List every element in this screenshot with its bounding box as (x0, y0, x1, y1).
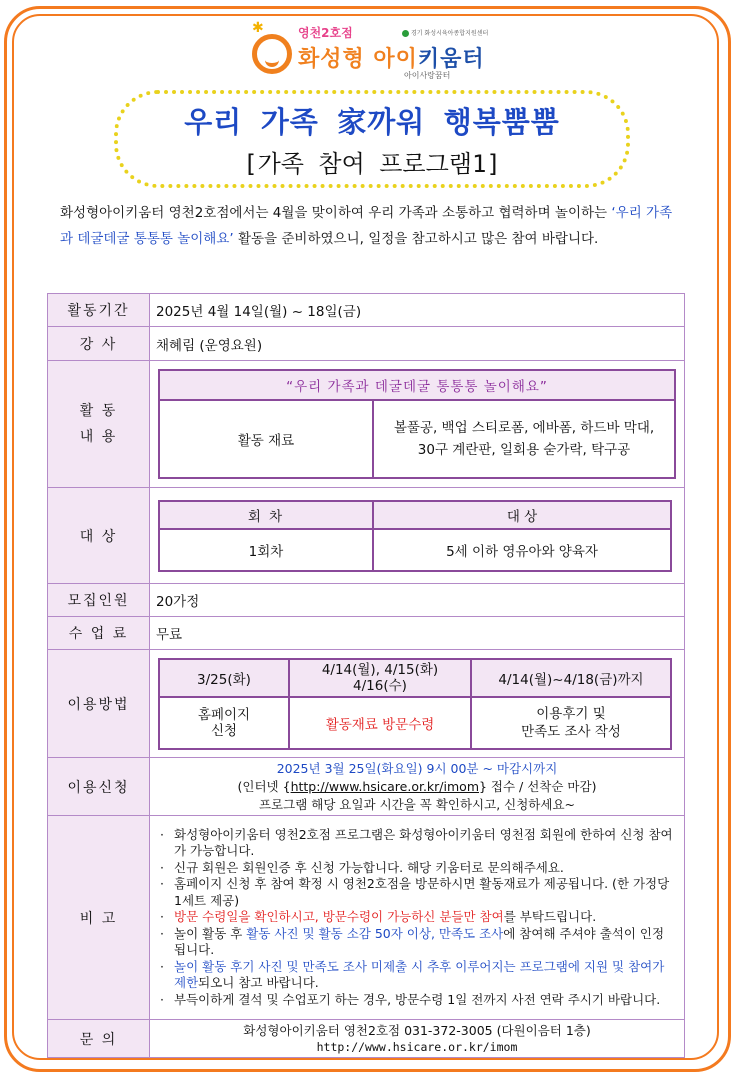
value-teacher: 채혜림 (운영요원) (150, 327, 685, 361)
sparkle-icon: ✱ (252, 20, 264, 36)
head-round: 회 차 (159, 501, 373, 529)
row-content (48, 361, 685, 488)
apply-period: 2025년 3월 25일(화요일) 9시 00분 ~ 마감시까지 (276, 760, 558, 776)
usage-head-1: 3/25(화) (159, 659, 289, 697)
usage-step-2: 활동재료 방문수령 (289, 697, 471, 749)
intro-paragraph: 화성형아이키움터 영천2호점에서는 4월을 맞이하여 우리 가족과 소통하고 협력하며 놀이하는 ‘우리 가족과 데굴데굴 통통통 놀이해요’ 활동을 준비하였으니, 일정을 참고하시고 많은 참여 바랍니다. (60, 205, 673, 247)
usage-subtable (158, 658, 672, 750)
program-title: “우리 가족과 데굴데굴 통통통 놀이해요” (159, 370, 675, 400)
row-teacher (48, 327, 685, 361)
row-capacity (48, 584, 685, 617)
label-contact: 문 의 (48, 1020, 150, 1058)
label-teacher: 강 사 (48, 327, 150, 361)
contact-url-link[interactable]: http://www.hsicare.or.kr/imom (316, 1039, 518, 1054)
label-capacity: 모집인원 (48, 584, 150, 617)
row-usage (48, 650, 685, 758)
page-title: 우리 가족 家까워 행복뿜뿜 (184, 105, 560, 139)
row-contact (48, 1020, 685, 1058)
apply-method: (인터넷 {http://www.hsicare.or.kr/imom} 접수 / 선착순 마감) (237, 778, 597, 794)
note-item: · 부득이하게 결석 및 수업포기 하는 경우, 방문수령 1일 전까지 사전 연락 주시기 바랍니다. (174, 992, 676, 1009)
apply-note: 프로그램 해당 요일과 시간을 꼭 확인하시고, 신청하세요~ (258, 796, 575, 812)
logo-branch: 영천2호점 (298, 26, 353, 40)
note-item: · 화성형아이키움터 영천2호점 프로그램은 화성형아이키움터 영천점 회원에 한하여 신청 참여가 가능합니다. (174, 827, 676, 860)
round-value: 1회차 (159, 529, 373, 571)
row-apply (48, 758, 685, 816)
usage-head-2: 4/14(월), 4/15(화) 4/16(수) (289, 659, 471, 697)
content-subtable (158, 369, 676, 479)
row-fee (48, 617, 685, 650)
center-icon (402, 30, 409, 37)
label-target: 대 상 (48, 488, 150, 584)
logo-sub: 아이사랑꿈터 (404, 71, 451, 80)
usage-head-3: 4/14(월)~4/18(금)까지 (471, 659, 671, 697)
label-usage: 이용방법 (48, 650, 150, 758)
contact-info: 화성형아이키움터 영천2호점 031-372-3005 (다원이음터 1층) (243, 1022, 591, 1038)
page-subtitle: [가족 참여 프로그램1] (243, 150, 501, 178)
note-item: · 방문 수령일을 확인하시고, 방문수령이 가능하신 분들만 참여를 부탁드립니다. (174, 909, 676, 926)
info-table (47, 293, 685, 1058)
notes-list (154, 827, 676, 1009)
smile-icon (252, 34, 292, 74)
logo-name: 화성형 아이키움터 (298, 47, 485, 72)
label-notes: 비 고 (48, 816, 150, 1020)
note-item: · 신규 회원은 회원인증 후 신청 가능합니다. 해당 키움터로 문의해주세요. (174, 860, 676, 877)
row-target (48, 488, 685, 584)
intro-highlight: ‘우리 가족과 데굴데굴 통통통 놀이해요’ (60, 205, 673, 247)
materials-label: 활동 재료 (159, 400, 373, 478)
label-content: 활 동 내 용 (48, 361, 150, 488)
title-box (114, 90, 630, 188)
target-value: 5세 이하 영유아와 양육자 (373, 529, 671, 571)
head-target: 대 상 (373, 501, 671, 529)
value-capacity: 20가정 (150, 584, 685, 617)
value-period: 2025년 4월 14일(월) ~ 18일(금) (150, 294, 685, 327)
center-label: 경기 화성시육아종합지원센터 (402, 28, 488, 37)
note-item: · 놀이 활동 후 활동 사진 및 활동 소감 50자 이상, 만족도 조사에 참여해 주셔야 출석이 인정됩니다. (174, 926, 676, 959)
logo (252, 20, 502, 80)
target-subtable (158, 500, 672, 572)
row-period (48, 294, 685, 327)
row-notes (48, 816, 685, 1020)
label-apply: 이용신청 (48, 758, 150, 816)
value-fee: 무료 (150, 617, 685, 650)
apply-url-link[interactable]: http://www.hsicare.or.kr/imom (290, 778, 479, 794)
materials-list: 볼풀공, 백업 스티로폼, 에바폼, 하드바 막대, 30구 계란판, 일회용 숟가락, 탁구공 (373, 400, 675, 478)
note-item: · 홈페이지 신청 후 참여 확정 시 영천2호점을 방문하시면 활동재료가 제공됩니다. (한 가정당 1세트 제공) (174, 876, 676, 909)
usage-step-1: 홈페이지 신청 (159, 697, 289, 749)
label-period: 활동기간 (48, 294, 150, 327)
note-item: · 놀이 활동 후기 사진 및 만족도 조사 미제출 시 추후 이루어지는 프로그램에 지원 및 참여가 제한되오니 참고 바랍니다. (174, 959, 676, 992)
label-fee: 수 업 료 (48, 617, 150, 650)
usage-step-3: 이용후기 및 만족도 조사 작성 (471, 697, 671, 749)
